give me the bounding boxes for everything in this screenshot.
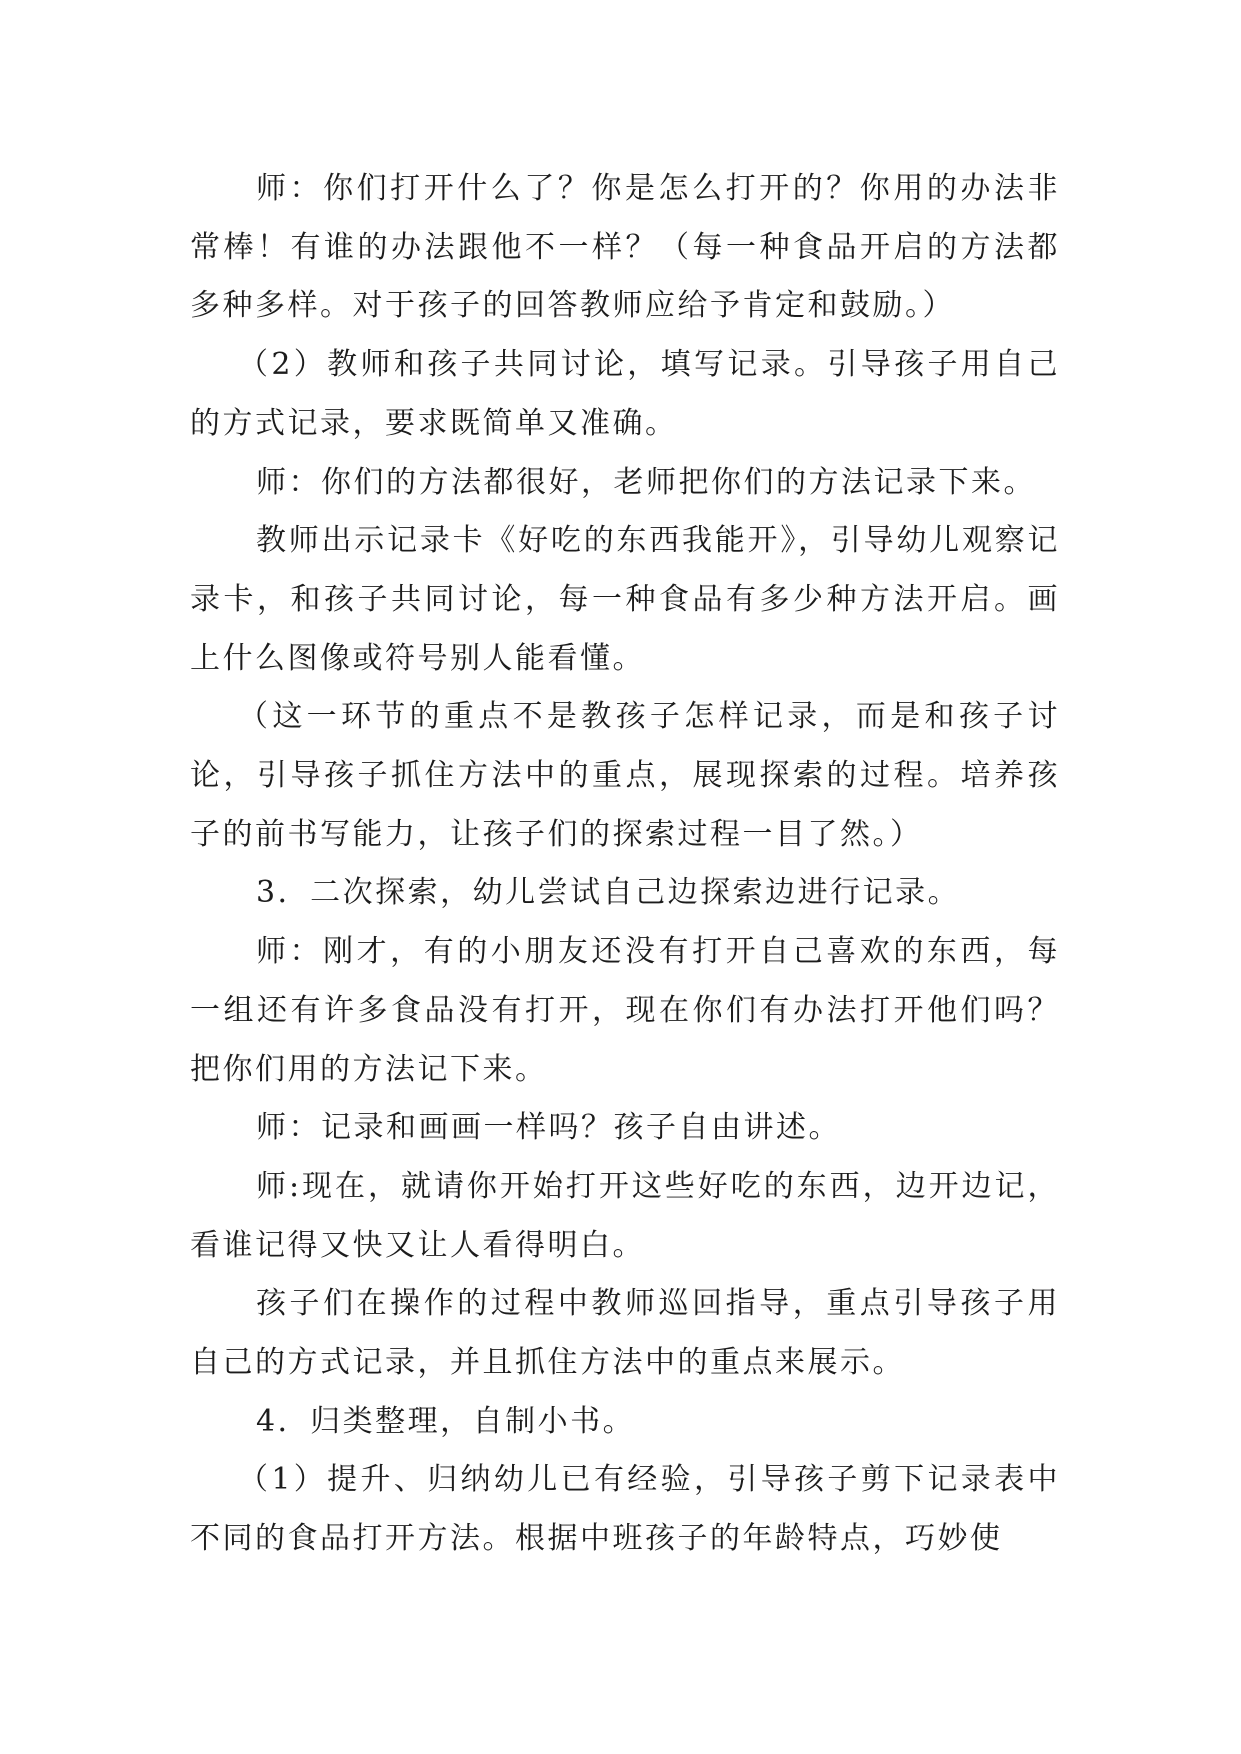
paragraph-guidance: 孩子们在操作的过程中教师巡回指导，重点引导孩子用自己的方式记录，并且抓住方法中的重点来展示。 xyxy=(190,1286,1060,1381)
paragraph-teacher-drawing: 师：记录和画画一样吗？孩子自由讲述。 xyxy=(256,1110,841,1146)
paragraph-record-card: 教师出示记录卡《好吃的东西我能开》，引导幼儿观察记录卡，和孩子共同讨论，每一种食品有多少种方法开启。画上什么图像或符号别人能看懂。 xyxy=(190,523,1060,676)
paragraph-step-3-heading: 3．二次探索，幼儿尝试自己边探索边进行记录。 xyxy=(256,875,961,911)
paragraph-step-4-heading: 4．归类整理，自制小书。 xyxy=(256,1403,636,1439)
paragraph-teacher-just-now: 师：刚才，有的小朋友还没有打开自己喜欢的东西，每一组还有许多食品没有打开，现在你们有办法打开他们吗？把你们用的方法记下来。 xyxy=(190,934,1060,1087)
paragraph-note-focus: （这一环节的重点不是教孩子怎样记录，而是和孩子讨论，引导孩子抓住方法中的重点，展现探索的过程。培养孩子的前书写能力，让孩子们的探索过程一目了然。） xyxy=(190,699,1060,852)
document-page xyxy=(190,160,1060,1569)
paragraph-teacher-start: 师:现在，就请你开始打开这些好吃的东西，边开边记，看谁记得又快又让人看得明白。 xyxy=(190,1168,1060,1263)
paragraph-step-4-1: （1）提升、归纳幼儿已有经验，引导孩子剪下记录表中不同的食品打开方法。根据中班孩子的年龄特点，巧妙使 xyxy=(190,1462,1060,1557)
paragraph-teacher-record: 师：你们的方法都很好，老师把你们的方法记录下来。 xyxy=(256,464,1036,500)
paragraph-teacher-question: 师：你们打开什么了？你是怎么打开的？你用的办法非常棒！有谁的办法跟他不一样？（每一种食品开启的方法都多种多样。对于孩子的回答教师应给予肯定和鼓励。） xyxy=(190,171,1060,324)
paragraph-step-2-discussion: （2）教师和孩子共同讨论，填写记录。引导孩子用自己的方式记录，要求既简单又准确。 xyxy=(190,347,1060,441)
